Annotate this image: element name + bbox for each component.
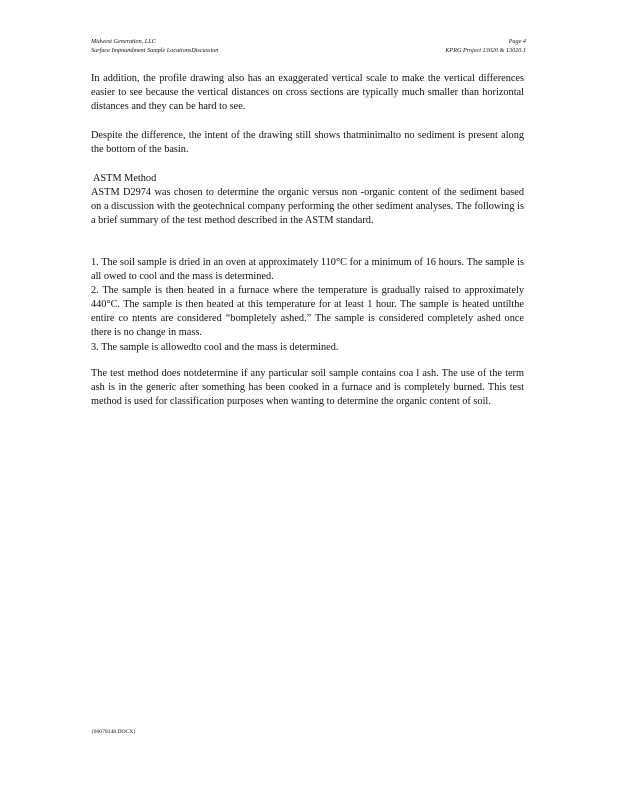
section-heading-astm-method: ASTM Method [93,173,157,184]
header-left [91,37,218,55]
header-right [445,37,526,55]
test-steps-list [91,256,524,355]
header-company: Midwest Generation, LLC [91,38,156,45]
header-project: KPRG Project 13020 & 13020.1 [445,47,526,54]
header-subject: Surface Impoundment Sample LocationsDiscussion [91,47,219,54]
paragraph-astm-description: ASTM D2974 was chosen to determine the organic versus non -organic content of the sediment based on a discussion with the geotechnical company performing the other sediment analyses. The following is a brief summary of the test method described in the ASTM standard. [91,187,524,227]
paragraph-profile-drawing: In addition, the profile drawing also has an exaggerated vertical scale to make the vertical differences easier to see because the vertical distances on cross sections are typically much smaller than horizontal distances and they can be hard to see. [91,73,524,113]
paragraph-drawing-intent: Despite the difference, the intent of the drawing still shows thatminimalto no sediment is present along the bottom of the basin. [91,130,524,156]
header-page-number: Page 4 [508,38,526,45]
test-step-1: 1. The soil sample is dried in an oven at approximately 110°C for a minimum of 16 hours. The sample is all owed to cool and the mass is determined. [91,257,524,283]
paragraph-classification: The test method does notdetermine if any particular soil sample contains coa l ash. The use of the term ash is in the generic after something has been cooked in a furnace and is completely burned. This test method is used for classification purposes when wanting to determine the organic content of soil. [91,368,524,408]
test-step-3: 3. The sample is allowedto cool and the mass is determined. [91,341,339,353]
test-step-2: 2. The sample is then heated in a furnace where the temperature is gradually raised to approximately 440°C. The sample is then heated at this temperature for at least 1 hour. The sample is heated untilthe entire co ntents are considered “bompletely ashed.” The sample is considered completely ashed once there is no change in mass. [91,285,524,339]
footer-document-id: {00078348.DOCX} [91,729,136,735]
